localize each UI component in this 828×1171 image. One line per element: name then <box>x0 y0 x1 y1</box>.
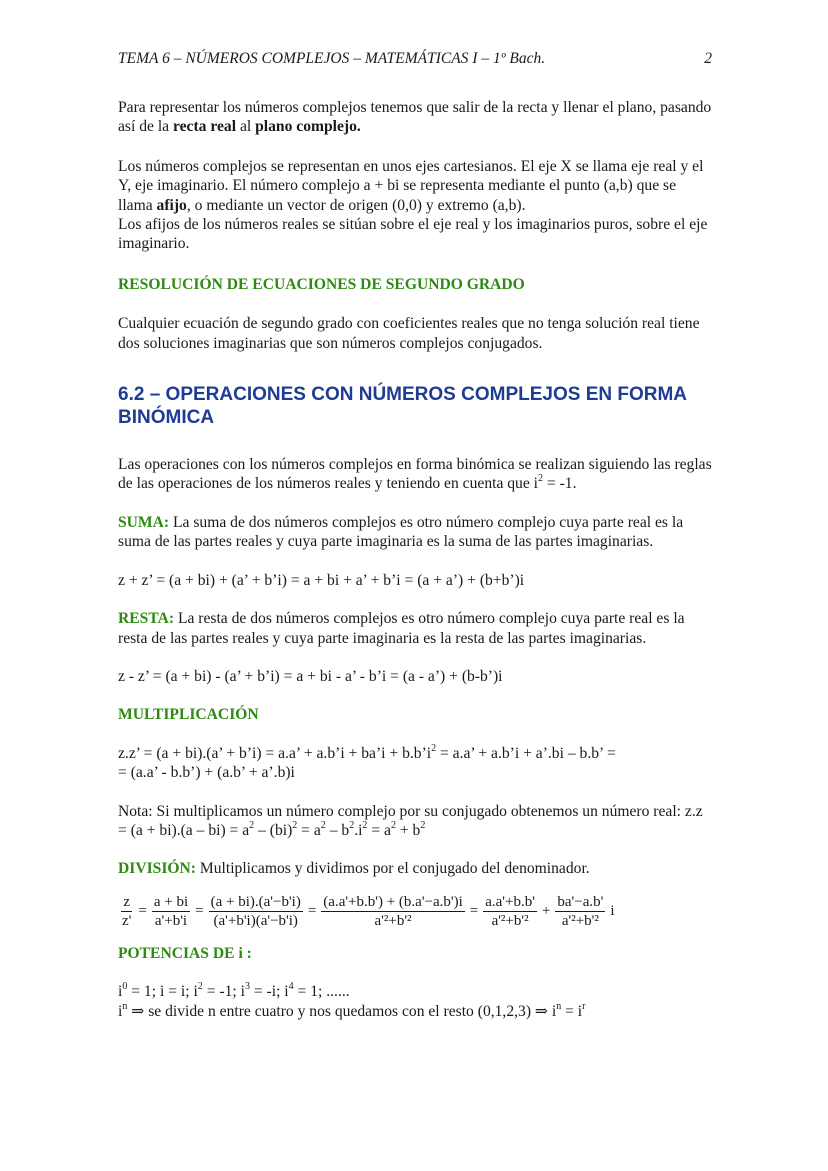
fraction-expanded: $\frac{(a.a'+b.b') + (b.a'-a.b')i}{\text{a'²+b'²}}$ <box>323 893 463 929</box>
recta-real: recta real <box>173 118 237 136</box>
page-header <box>118 50 712 72</box>
multiplicacion-formula-1: z.z’ = (a + bi).(a’ + b’i) = a.a’ + a.b’i + ba’i + $b.b’i^2 = a.a$’ + a.b’i + a’.bi – b.b’ = <box>118 742 616 762</box>
plano-complejo: plano complejo. <box>255 118 361 136</box>
section-intro: Las operaciones con los números complejos en forma binómica se realizan siguiendo las reglas de las operaciones de los números reales y teniendo en cuenta que $i^2 = -1$. <box>118 456 712 493</box>
multiplicacion-heading: MULTIPLICACIÓN <box>118 706 259 724</box>
ecuaciones-heading: RESOLUCIÓN DE ECUACIONES DE SEGUNDO GRADO <box>118 275 525 293</box>
page-content <box>118 98 712 1021</box>
resta-paragraph: RESTA: La resta de dos números complejos es otro número complejo cuya parte real es la resta de las partes reales y cuya parte imaginaria es la resta de las partes imaginarias. <box>118 610 685 647</box>
multiplicacion-formula-2: = (a.a’ - b.b’) + (a.b’ + a’.b)i <box>118 764 295 782</box>
suma-label: SUMA: <box>118 513 170 531</box>
resta-formula: z - z’ = (a + bi) - (a’ + b’i) = a + bi - a’ - b’i = (a - a’) + (b-b’)i <box>118 667 503 685</box>
potencias-line-1: $i^0 = 1$; i = i; $i^2 = -1$; $i^3 = -i$; $i^4 = 1$; ...... <box>118 981 350 1001</box>
potencias-line-2: $i^n$ ⇒ se divide n entre cuatro y nos quedamos con el resto (0,1,2,3) ⇒ $i^n = i^r$ <box>118 1000 586 1020</box>
page-number: 2 <box>704 50 712 67</box>
division-label: DIVISIÓN: <box>118 860 196 878</box>
ecuaciones-text: Cualquier ecuación de segundo grado con coeficientes reales que no tenga solución real tiene dos soluciones imaginarias que son números complejos conjugados. <box>118 315 700 352</box>
fraction-z: $\frac{z}{z'}$ <box>122 893 132 929</box>
intro-paragraph-3: Los afijos de los números reales se sitúan sobre el eje real y los imaginarios puros, sobre el eje imaginario. <box>118 216 708 253</box>
fraction-quotient: $\frac{a + bi}{a'+b'i}$ <box>153 893 189 929</box>
fraction-conjugate: $\frac{(a + bi).(a'-b'i)}{(a'+b'i)(a'-b'i)}$ <box>210 893 301 929</box>
header-title: TEMA 6 – NÚMEROS COMPLEJOS – MATEMÁTICAS I – 1º Bach. <box>118 50 546 67</box>
section-title: 6.2 – OPERACIONES CON NÚMEROS COMPLEJOS EN FORMA BINÓMICA <box>118 384 687 429</box>
intro-paragraph-1: Para representar los números complejos tenemos que salir de la recta y llenar el plano, pasando así de la recta real al plano complejo. <box>118 99 712 136</box>
potencias-heading: POTENCIAS DE i : <box>118 944 252 962</box>
division-paragraph: DIVISIÓN: Multiplicamos y dividimos por el conjugado del denominador. <box>118 860 590 878</box>
resta-label: RESTA: <box>118 610 175 628</box>
suma-paragraph: SUMA: La suma de dos números complejos es otro número complejo cuya parte real es la suma de las partes reales y cuya parte imaginaria es la suma de las partes imaginarias. <box>118 513 684 551</box>
fraction-real-part: $\frac{a.a'+b.b'}{\text{a'²+b'²}}$ <box>485 893 535 929</box>
division-formula: $\frac{z}{z'}$ = $\frac{a + bi}{a'+b'i}$ = $\frac{(a + bi).(a'-b'i)}{(a'+b'i)(a'-b'i)}$ = $\frac{(a.a'+b.b') + (b.a'-a.b')i}{\text{a'²+b'²}}$ = $\frac{a.a'+b.b'}{\text{a'²+b'²}}$ + $\frac{ba'-a.b'}{\text{a'²+b'²}}$ i <box>122 893 615 929</box>
fraction-imaginary-part: $\frac{ba'-a.b'}{\text{a'²+b'²}}$ <box>557 893 604 929</box>
suma-formula: z + z’ = (a + bi) + (a’ + b’i) = a + bi + a’ + b’i = (a + a’) + (b+b’)i <box>118 571 525 589</box>
intro-paragraph-2: Los números complejos se representan en unos ejes cartesianos. El eje X se llama eje real y el Y, eje imaginario. El número complejo a + bi se representa mediante el punto (a,b) que se llama afijo, o mediante un vector de origen (0,0) y extremo (a,b). <box>118 157 704 214</box>
multiplicacion-nota: Nota: Si multiplicamos un número complejo por su conjugado obtenemos un número real: $z.z = (a + bi).(a - bi) = a^2 - (bi)^2 = a^2 - b^2.i^2 = a^2 + b^2$ <box>118 802 703 839</box>
afijo-term: afijo <box>156 196 187 214</box>
